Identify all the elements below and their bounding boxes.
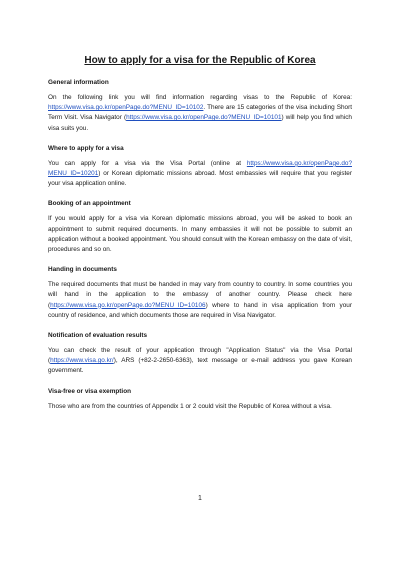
- paragraph-text: You can check the result of your application through "Application Status" via the Visa Portal (: [48, 347, 352, 365]
- section: [48, 388, 352, 412]
- paragraph-text: ) where to hand in visa application from your country of residence, and which documents those are required in Visa Navigator.: [48, 301, 352, 319]
- section-paragraph: [48, 346, 352, 377]
- section-heading: Where to apply for a visa: [48, 144, 124, 152]
- visa-portal-link[interactable]: https://www.visa.go.kr/openPage.do?MENU_ID=10101: [126, 114, 282, 122]
- paragraph-text: You can apply for a visa via the Visa Portal (online at: [48, 159, 247, 167]
- paragraph-text: Those who are from the countries of Appendix 1 or 2 could visit the Republic of Korea without a visa.: [48, 402, 332, 410]
- section-heading: Notification of evaluation results: [48, 332, 148, 340]
- section: [48, 79, 352, 134]
- section-paragraph: [48, 280, 352, 321]
- visa-portal-link[interactable]: https://www.visa.go.kr/openPage.do?MENU_ID=10106: [50, 301, 206, 309]
- section: [48, 332, 352, 377]
- section: [48, 200, 352, 255]
- paragraph-text: ) or Korean diplomatic missions abroad. Most embassies will require that you register your visa application online.: [48, 170, 352, 188]
- page-number: 1: [198, 495, 202, 502]
- section-heading: Visa-free or visa exemption: [48, 387, 131, 395]
- section-heading: General information: [48, 79, 109, 86]
- visa-portal-link[interactable]: https://www.visa.go.kr/: [50, 357, 114, 365]
- paragraph-text: The required documents that must be handed in may vary from country to country. In some countries you will hand in the application to the embassy of another country. Please check here (: [48, 281, 352, 309]
- document-title: How to apply for a visa for the Republic of Korea: [84, 55, 316, 66]
- section-paragraph: [48, 402, 352, 412]
- visa-portal-link[interactable]: https://www.visa.go.kr/openPage.do?MENU_ID=10201: [48, 159, 352, 178]
- section-paragraph: [48, 159, 352, 190]
- section-paragraph: [48, 214, 352, 255]
- section: [48, 145, 352, 190]
- paragraph-text: On the following link you will find information regarding visas to the Republic of Korea:: [48, 94, 352, 101]
- paragraph-text: If you would apply for a visa via Korean diplomatic missions abroad, you will be asked to book an appointment to submit required documents. In many embassies it will not be possible to submit an application without a booked appointment. You should consult with the Korean embassy on the date of visit, procedures and so on.: [48, 215, 352, 254]
- paragraph-text: ) will help you find which visa suits you.: [48, 114, 352, 132]
- visa-portal-link[interactable]: https://www.visa.go.kr/openPage.do?MENU_ID=10102: [48, 104, 204, 112]
- document-body: [48, 79, 352, 423]
- section-heading: Handing in documents: [48, 266, 117, 274]
- section-heading: Booking of an appointment: [48, 200, 131, 208]
- paragraph-text: ), ARS (+82-2-2650-6363), text message or e-mail address you gave Korean government.: [48, 357, 352, 375]
- section-paragraph: [48, 93, 352, 134]
- paragraph-text: . There are 15 categories of the visa including Short Term Visit. Visa Navigator (: [48, 104, 352, 122]
- section: [48, 266, 352, 321]
